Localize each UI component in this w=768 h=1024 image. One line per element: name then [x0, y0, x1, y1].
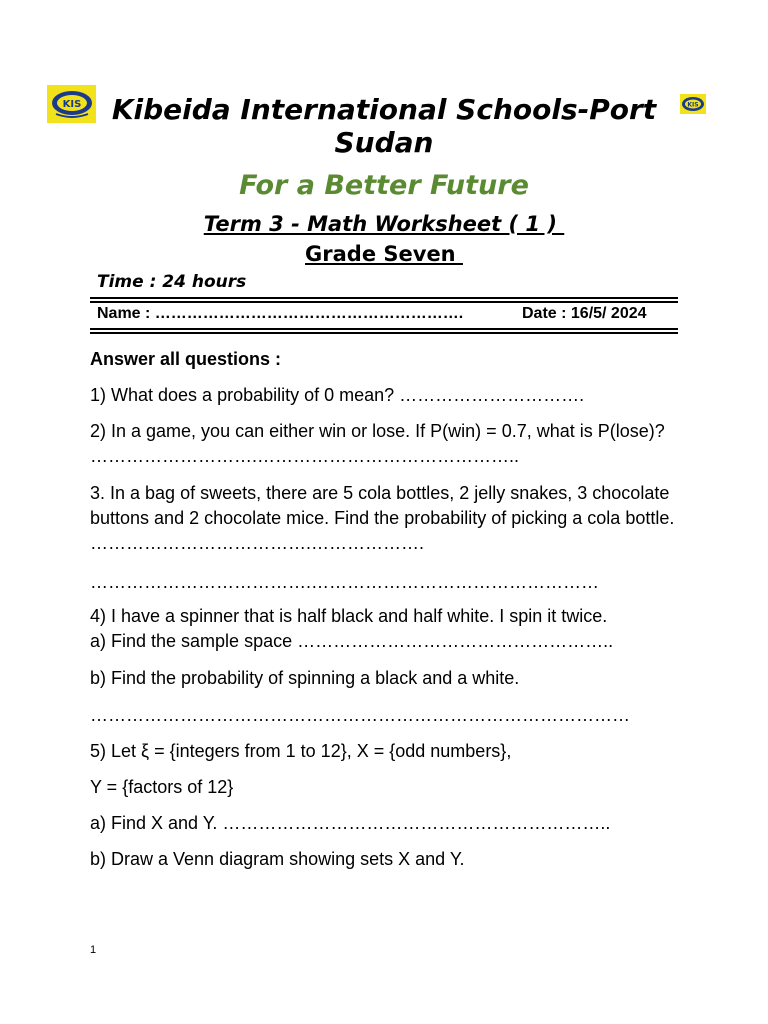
- divider-bottom: [90, 328, 678, 334]
- grade-title: Grade Seven: [305, 242, 463, 266]
- worksheet-date: Date : 16/5/ 2024: [522, 305, 647, 322]
- question-4: 4) I have a spinner that is half black and half white. I spin it twice. a) Find the sample space ……………………………………………..: [90, 606, 614, 651]
- question-5: 5) Let ξ = {integers from 1 to 12}, X = {odd numbers},: [90, 741, 512, 761]
- question-5-set-y: Y = {factors of 12}: [90, 777, 234, 797]
- question-1: 1) What does a probability of 0 mean? ………………………….: [90, 385, 585, 405]
- question-2: 2) In a game, you can either win or lose. If P(win) = 0.7, what is P(lose)? ……………………….……………………………………..: [90, 421, 670, 466]
- school-logo-right: [680, 94, 706, 114]
- logo-text: KIS: [62, 99, 81, 110]
- school-emblem-icon: [681, 95, 705, 113]
- instructions: Answer all questions :: [90, 349, 282, 369]
- question-3: 3. In a bag of sweets, there are 5 cola bottles, 2 jelly snakes, 3 chocolate buttons and 2 chocolate mice. Find the probability of picking a cola bottle. ……………………………….……………….: [90, 483, 680, 553]
- school-emblem-icon: [50, 88, 94, 120]
- school-logo-left: [47, 85, 96, 123]
- page-number: 1: [90, 944, 97, 956]
- school-motto: For a Better Future: [239, 170, 529, 201]
- worksheet-title: Term 3 - Math Worksheet ( 1 ): [203, 212, 565, 236]
- question-4b-answer-line: ………………………………………………………………………………: [90, 705, 630, 725]
- school-name: Kibeida International Schools-Port Sudan: [111, 93, 657, 159]
- divider-top: [90, 297, 678, 303]
- question-4b: b) Find the probability of spinning a black and a white.: [90, 668, 520, 688]
- logo-text: KIS: [687, 101, 699, 109]
- question-3-answer-line: ……………………………….…………………………………………: [90, 572, 600, 592]
- question-5b: b) Draw a Venn diagram showing sets X and Y.: [90, 849, 465, 869]
- student-name-field[interactable]: Name : ………………………………………………….: [97, 305, 464, 322]
- time-allowed: Time : 24 hours: [97, 272, 247, 292]
- question-5a: a) Find X and Y. ………………………………………………………..: [90, 813, 611, 833]
